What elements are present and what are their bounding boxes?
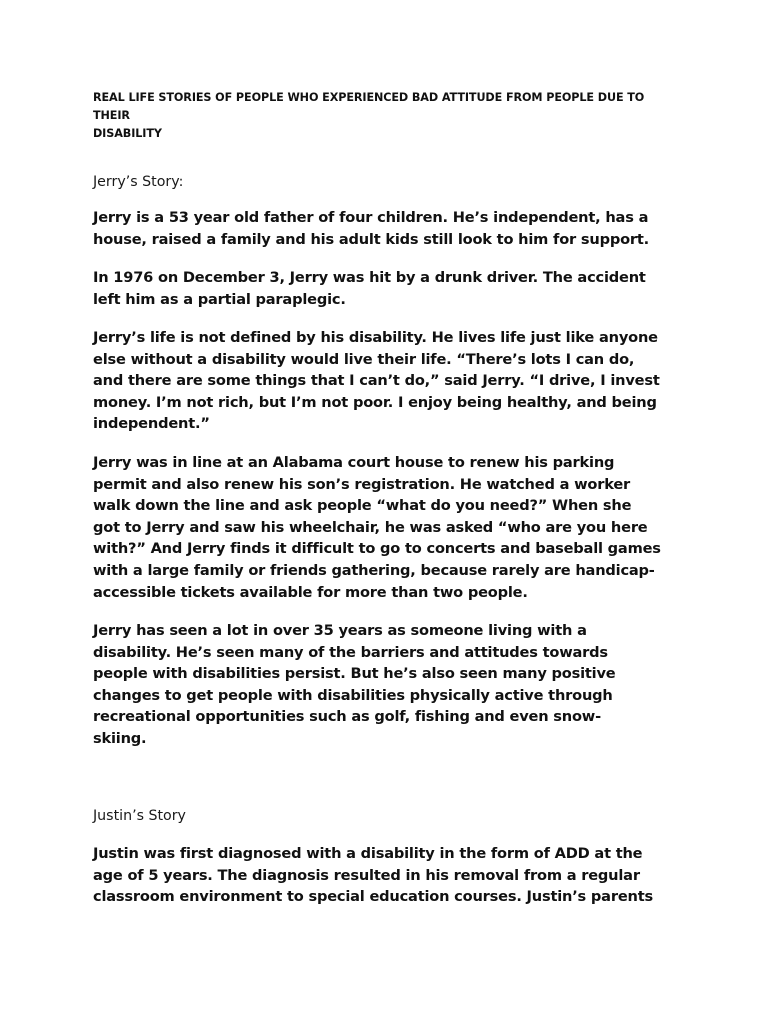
story-heading-justin: Justin’s Story [93,808,186,824]
justin-paragraph-1: Justin was first diagnosed with a disability in the form of ADD at the age of 5 years. The diagnosis resulted in his removal from a regular classroom environment to special education courses. Justin’s parents [93,845,653,906]
document-page [93,0,683,1024]
jerry-paragraph-1: Jerry is a 53 year old father of four children. He’s independent, has a house, raised a family and his adult kids still look to him for support. [93,209,650,248]
jerry-paragraph-2: In 1976 on December 3, Jerry was hit by a drunk driver. The accident left him as a partial paraplegic. [93,269,646,308]
jerry-paragraph-5: Jerry has seen a lot in over 35 years as someone living with a disability. He’s seen many of the barriers and attitudes towards people with disabilities persist. But he’s also seen many positive changes to get people with disabilities physically active through recreational opportunities such as golf, fishing and even snow- skiing. [93,622,616,747]
document-title: REAL LIFE STORIES OF PEOPLE WHO EXPERIENCED BAD ATTITUDE FROM PEOPLE DUE TO THEIR DISABILITY [93,91,645,140]
jerry-paragraph-3: Jerry’s life is not defined by his disability. He lives life just like anyone else without a disability would live their life. “There’s lots I can do, and there are some things that I can’t do,” said Jerry. “I drive, I invest money. I’m not rich, but I’m not poor. I enjoy being healthy, and being independent.” [93,329,660,433]
jerry-paragraph-4: Jerry was in line at an Alabama court house to renew his parking permit and also renew his son’s registration. He watched a worker walk down the line and ask people “what do you need?” When she got to Jerry and saw his wheelchair, he was asked “who are you here with?” And Jerry finds it difficult to go to concerts and baseball games with a large family or friends gathering, because rarely are handicap- accessible tickets available for more than two people. [93,454,661,601]
story-heading-jerry: Jerry’s Story: [93,174,184,190]
